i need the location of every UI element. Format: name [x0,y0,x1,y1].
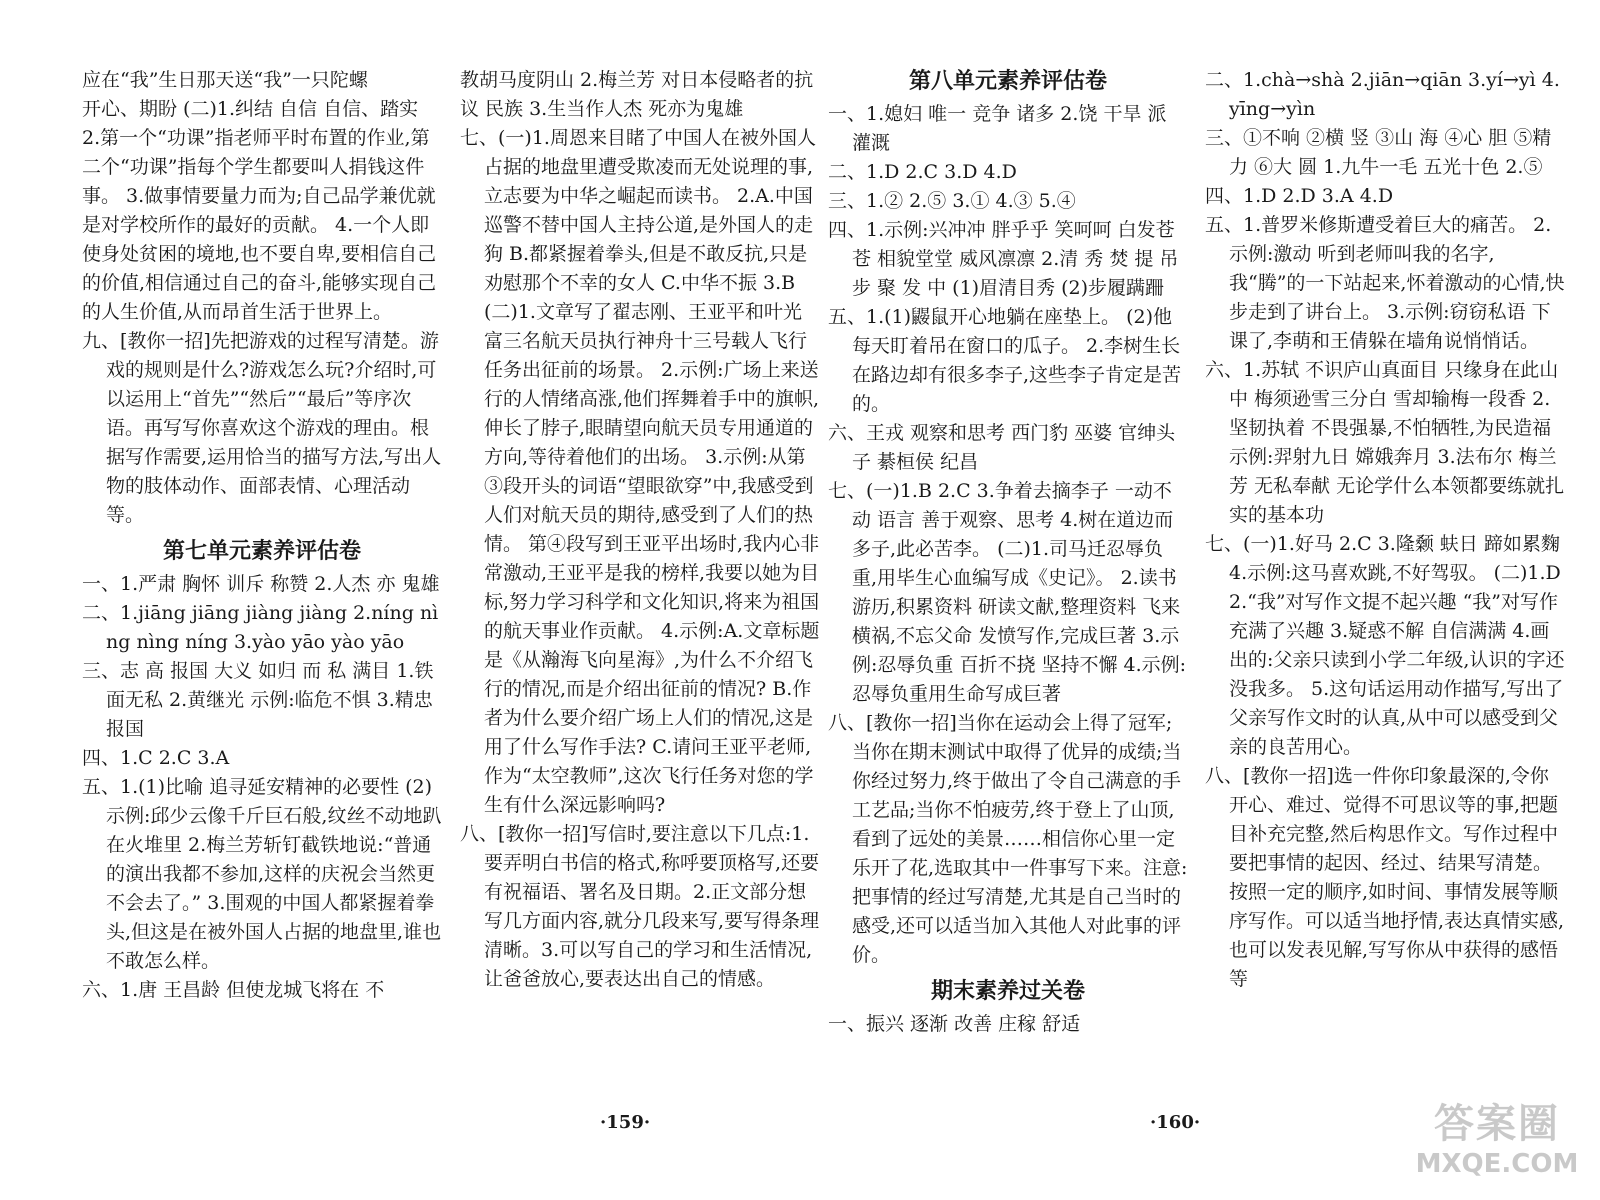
text-paragraph: 五、1.(1)鼹鼠开心地躺在座垫上。 (2)他每天盯着吊在窗口的瓜子。 2.李树生长在路边却有很多李子,这些李子肯定是苦的。 [828,306,1182,415]
text-paragraph: 教胡马度阴山 2.梅兰芳 对日本侵略者的抗议 民族 3.生当作人杰 死亦为鬼雄 [460,69,814,120]
text-paragraph: 七、(一)1.周恩来目睹了中国人在被外国人占据的地盘里遭受欺凌而无处说理的事,立志要为中华之崛起而读书。 2.A.中国巡警不替中国人主持公道,是外国人的走狗 B.都紧握着拳头,但是不敢反抗,只是劝慰那个不幸的女人 C.中华不振 3.B (二)1.文章写了翟志刚、王亚平和叶光富三名航天员执行神舟十三号载人飞行任务出征前的场景。 2.示例:广场上来送行的人情绪高涨,他们挥舞着手中的旗帜,伸长了脖子,眼睛望向航天员专用通道的方向,等待着他们的出场。 3.示例:从第③段开头的词语“望眼欲穿”中,我感受到人们对航天员的期待,感受到了人们的热情。 第④段写到王亚平出场时,我内心非常激动,王亚平是我的榜样,我要以她为目标,努力学习科学和文化知识,将来为祖国的航天事业作贡献。 4.示例:A.文章标题是《从瀚海飞向星海》,为什么不介绍飞行的情况,而是介绍出征前的情况? B.作者为什么要介绍广场上人们的情况,这是用了什么写作手法? C.请问王亚平老师,作为“太空教师”,这次飞行任务对您的学生有什么深远影响吗? [460,127,820,816]
text-paragraph: 三、1.② 2.⑤ 3.① 4.③ 5.④ [828,190,1076,212]
text-paragraph: 一、1.媳妇 唯一 竞争 诸多 2.饶 干旱 派 灌溉 [828,103,1173,154]
watermark-url: MXQE.COM [1415,1149,1579,1179]
page-number: ·159· [600,1112,651,1133]
text-paragraph: 三、①不响 ②横 竖 ③山 海 ④心 胆 ⑤精 力 ⑥大 圆 1.九牛一毛 五光十色 2.⑤ [1205,127,1558,178]
answer-column-4 [1205,66,1565,994]
text-paragraph: 六、1.苏轼 不识庐山真面目 只缘身在此山中 梅须逊雪三分白 雪却输梅一段香 2.坚韧执着 不畏强暴,不怕牺牲,为民造福 示例:羿射九日 嫦娥奔月 3.法布尔 梅兰芳 无私奉献 无论学什么本领都要练就扎实的基本功 [1205,359,1565,526]
answer-column-2 [460,66,820,994]
answer-column-3 [828,66,1188,1039]
text-paragraph: 五、1.(1)比喻 追寻延安精神的必要性 (2)示例:邱少云像千斤巨石般,纹丝不动地趴在火堆里 2.梅兰芳斩钉截铁地说:“普通的演出我都不参加,这样的庆祝会当然更不会去了。” 3.围观的中国人都紧握着拳头,但这是在被外国人占据的地盘里,谁也不敢怎么样。 [82,776,442,972]
text-paragraph: 八、[教你一招]选一件你印象最深的,令你开心、难过、觉得不可思议等的事,把题目补充完整,然后构思作文。写作过程中要把事情的起因、经过、结果写清楚。按照一定的顺序,如时间、事情发展等顺序写作。可以适当地抒情,表达真情实感,也可以发表见解,写写你从中获得的感悟等 [1205,765,1565,990]
text-paragraph: 七、(一)1.B 2.C 3.争着去摘李子 一动不动 语言 善于观察、思考 4.树在道边而多子,此必苦李。 (二)1.司马迁忍辱负重,用毕生心血编写成《史记》。 2.读书游历,积累资料 研读文献,整理资料 飞来横祸,不忘父命 发愤写作,完成巨著 3.示例:忍辱负重 百折不挠 坚持不懈 4.示例:忍辱负重用生命写成巨著 [828,480,1187,705]
text-paragraph: 二、1.jiāng jiāng jiàng jiàng 2.níng nìng nìng níng 3.yào yāo yào yāo [82,602,439,653]
answer-column-1 [82,66,442,1005]
section-heading: 第八单元素养评估卷 [908,68,1107,94]
text-paragraph: 九、[教你一招]先把游戏的过程写清楚。游戏的规则是什么?游戏怎么玩?介绍时,可以运用上“首先”“然后”“最后”等序次语。再写写你喜欢这个游戏的理由。根据写作需要,运用恰当的描写方法,写出人物的肢体动作、面部表情、心理活动等。 [82,330,442,526]
text-paragraph: 三、志 高 报国 大义 如归 而 私 满目 1.铁面无私 2.黄继光 示例:临危不惧 3.精忠报国 [82,660,434,740]
text-paragraph: 四、1.示例:兴冲冲 胖乎乎 笑呵呵 白发苍苍 相貌堂堂 威风凛凛 2.清 秀 焚 提 吊 步 聚 发 中 (1)眉清目秀 (2)步履蹒跚 [828,219,1185,299]
text-paragraph: 一、1.严肃 胸怀 训斥 称赞 2.人杰 亦 鬼雄 [82,573,440,595]
text-paragraph: 二、1.D 2.C 3.D 4.D [828,161,1017,183]
section-heading: 第七单元素养评估卷 [162,538,361,564]
text-paragraph: 二、1.chà→shà 2.jiān→qiān 3.yí→yì 4.yīng→yìn [1205,69,1560,120]
text-paragraph: 一、振兴 逐渐 改善 庄稼 舒适 [828,1013,1081,1035]
text-paragraph: 七、(一)1.好马 2.C 3.隆颡 蚨日 蹄如累麴 4.示例:这马喜欢跳,不好驾驭。 (二)1.D 2.“我”对写作文提不起兴趣 “我”对写作充满了兴趣 3.疑惑不解 自信满满 4.画出的:父亲只读到小学二年级,认识的字还没我多。 5.这句话运用动作描写,写出了父亲写作文时的认真,从中可以感受到父亲的良苦用心。 [1205,533,1567,758]
section-heading: 期末素养过关卷 [930,978,1085,1004]
text-paragraph: 五、1.普罗米修斯遭受着巨大的痛苦。 2.示例:激动 听到老师叫我的名字,我“腾”的一下站起来,怀着激动的心情,快步走到了讲台上。 3.示例:窃窃私语 下课了,李萌和王倩躲在墙角说悄悄话。 [1205,214,1565,352]
page-number: ·160· [1150,1112,1201,1133]
text-paragraph: 六、1.唐 王昌龄 但使龙城飞将在 不 [82,979,385,1001]
watermark-logo [1412,1100,1582,1190]
text-paragraph: 八、[教你一招]当你在运动会上得了冠军;当你在期末测试中取得了优异的成绩;当你经过努力,终于做出了令自己满意的手工艺品;当你不怕疲劳,终于登上了山顶,看到了远处的美景……相信你心里一定乐开了花,选取其中一件事写下来。注意:把事情的经过写清楚,尤其是自己当时的感受,还可以适当加入其他人对此事的评价。 [828,712,1188,966]
text-paragraph: 八、[教你一招]写信时,要注意以下几点:1.要弄明白书信的格式,称呼要顶格写,还要有祝福语、署名及日期。2.正文部分想写几方面内容,就分几段来写,要写得条理清晰。3.可以写自己的学习和生活情况,让爸爸放心,要表达出自己的情感。 [460,823,820,990]
text-paragraph: 四、1.C 2.C 3.A [82,747,230,769]
text-line: 应在“我”生日那天送“我”一只陀螺 [82,69,368,91]
watermark-text: 答案圈 [1434,1101,1560,1147]
text-paragraph: 六、王戎 观察和思考 西门豹 巫婆 官绅头子 綦桓侯 纪昌 [828,422,1176,473]
text-paragraph: 开心、期盼 (二)1.纠结 自信 自信、踏实 2.第一个“功课”指老师平时布置的作业,第二个“功课”指每个学生都要叫人捐钱这件事。 3.做事情要量力而为;自己品学兼优就是对学校所作的最好的贡献。 4.一个人即使身处贫困的境地,也不要自卑,要相信自己的价值,相信通过自己的奋斗,能够实现自己的人生价值,从而昂首生活于世界上。 [82,98,437,323]
text-paragraph: 四、1.D 2.D 3.A 4.D [1205,185,1394,207]
